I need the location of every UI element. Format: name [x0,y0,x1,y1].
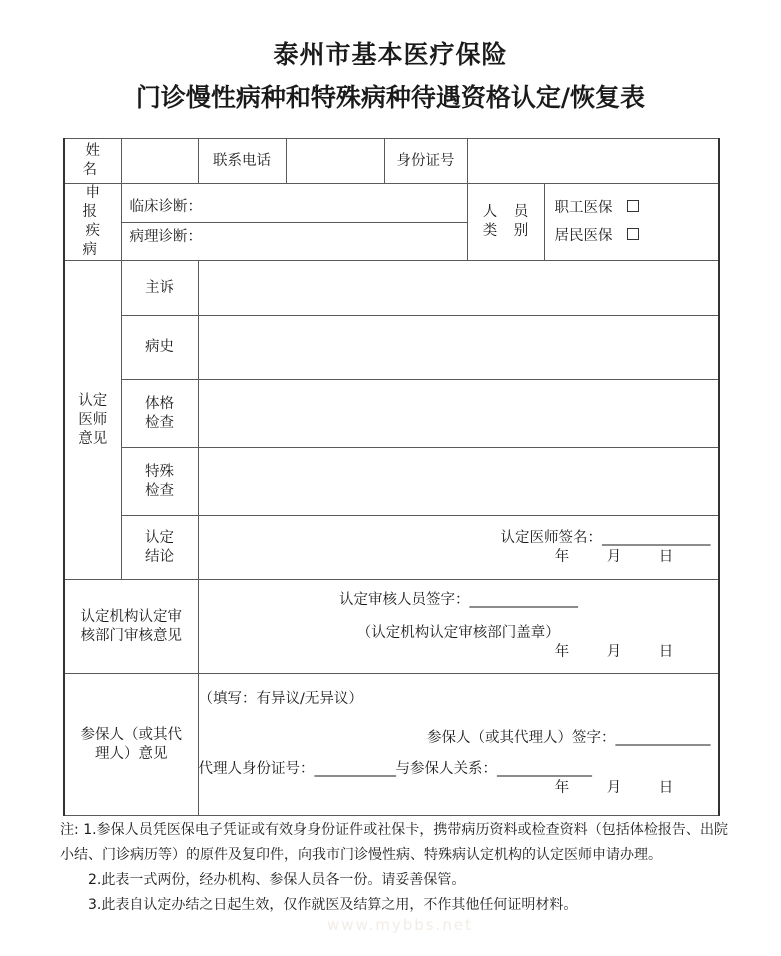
clinical-diagnosis-row[interactable] [122,193,467,223]
page-title [0,38,781,118]
date-year-label: 年 [554,780,570,796]
date-day-label: 日 [658,548,674,565]
person-category-label [467,184,544,261]
pathological-diagnosis-row[interactable] [122,223,467,252]
option-resident-insurance-label: 居民医保 [554,228,613,244]
institution-review-label-line1: 认定机构认定审 [80,608,182,625]
insured-signature-line[interactable] [199,729,719,748]
insured-opinion-label-line1: 参保人（或其代 [80,726,182,743]
doctor-signature-blank: ________________ [602,529,710,546]
conclusion-label-line2: 结论 [145,548,174,565]
table-row-medical-history [64,316,719,380]
note-item-1: 注: 1.参保人员凭医保电子凭证或有效身身份证件或社保卡，携带病历资料或检查资料（包括体检报告、出院小结、门诊病历等）的原件及复印件，向我市门诊慢性病、特殊病认定机构的认定医师申请办理。 [60,822,728,863]
institution-review-date[interactable] [199,643,719,662]
agent-id-blank: ____________ [314,761,396,777]
checkbox-icon-employee[interactable] [627,200,639,212]
name-field[interactable] [121,139,198,184]
option-employee-insurance-label: 职工医保 [554,200,613,216]
person-category-label-line2: 类 别 [482,223,535,239]
doctor-opinion-label-line3: 意见 [78,430,108,447]
insured-opinion-label-line2: 理人）意见 [95,745,168,762]
date-day-label: 日 [658,780,674,796]
page-watermark: www.mybbs.net [327,916,473,934]
special-exam-field[interactable] [198,448,719,516]
table-row-institution-review [64,580,719,674]
date-month-label: 月 [606,548,622,565]
institution-review-cell [198,580,719,674]
doctor-signature-line[interactable] [199,529,719,548]
date-month-label: 月 [606,780,622,796]
medical-history-field[interactable] [198,316,719,380]
special-exam-label-line1: 特殊 [145,463,174,480]
declared-disease-label-line1: 申 报 [82,185,106,220]
note-item-2: 2.此表一式两份，经办机构、参保人员各一份。请妥善保管。 [88,872,466,888]
institution-review-label [64,580,198,674]
physical-exam-label [121,380,198,448]
application-form-table [63,138,720,816]
table-row-conclusion [64,516,719,580]
title-line-1: 泰州市基本医疗保险 [273,40,508,69]
insured-signature-label: 参保人（或其代理人）签字： [427,730,616,746]
institution-seal-note: （认定机构认定审核部门盖章） [356,625,560,641]
table-row-chief-complaint [64,261,719,316]
physical-exam-field[interactable] [198,380,719,448]
physical-exam-label-line2: 检查 [145,414,174,431]
reviewer-signature-blank: ________________ [469,592,578,608]
title-line-2: 门诊慢性病种和特殊病种待遇资格认定/恢复表 [135,83,646,112]
note-item-3: 3.此表自认定办结之日起生效，仅作就医及结算之用，不作其他任何证明材料。 [88,897,578,913]
person-category-options [544,184,719,261]
chief-complaint-field[interactable] [198,261,719,316]
agent-info-line[interactable] [199,760,719,779]
table-row-physical-exam [64,380,719,448]
reviewer-signature-line[interactable] [199,591,719,610]
relation-blank: ______________ [497,761,592,777]
insured-opinion-label [64,674,198,816]
conclusion-label [121,516,198,580]
doctor-opinion-label [64,261,121,580]
special-exam-label [121,448,198,516]
reviewer-signature-label: 认定审核人员签字： [339,592,470,608]
form-notes [60,818,728,918]
insured-signature-blank: ______________ [615,730,710,746]
doctor-signature-date[interactable] [199,548,719,567]
date-day-label: 日 [658,644,674,660]
name-label: 姓 名 [64,139,121,184]
pathological-diagnosis-label: 病理诊断： [129,228,202,245]
date-month-label: 月 [606,644,622,660]
id-number-field[interactable] [467,139,719,184]
doctor-opinion-label-line2: 医师 [78,411,108,428]
checkbox-icon-resident[interactable] [627,228,639,240]
table-row-special-exam [64,448,719,516]
agent-id-label: 代理人身份证号： [198,761,315,777]
option-resident-insurance[interactable] [545,222,719,250]
phone-field[interactable] [286,139,384,184]
diagnosis-cell [121,184,467,261]
date-year-label: 年 [554,644,570,660]
insured-fill-hint: （填写：有异议/无异议） [198,691,363,707]
insured-signature-date[interactable] [199,779,719,798]
phone-label: 联系电话 [198,139,286,184]
declared-disease-label-line2: 疾 病 [82,223,106,258]
insured-opinion-cell [198,674,719,816]
conclusion-label-line1: 认定 [145,529,174,546]
id-number-label: 身份证号 [384,139,467,184]
date-year-label: 年 [554,548,570,565]
clinical-diagnosis-label: 临床诊断： [129,198,202,215]
physical-exam-label-line1: 体格 [145,395,174,412]
special-exam-label-line2: 检查 [145,482,174,499]
chief-complaint-label: 主诉 [121,261,198,316]
person-category-label-line1: 人 员 [482,204,535,220]
doctor-signature-label: 认定医师签名： [500,529,602,546]
table-row-insured-opinion [64,674,719,816]
declared-disease-label [64,184,121,261]
relation-label: 与参保人关系： [395,761,497,777]
medical-history-label: 病史 [121,316,198,380]
institution-review-label-line2: 核部门审核意见 [80,627,182,644]
option-employee-insurance[interactable] [545,194,719,222]
table-row-declared-disease [64,184,719,261]
conclusion-signature-cell [198,516,719,580]
table-row-basic-info [64,139,719,184]
doctor-opinion-label-line1: 认定 [78,392,108,409]
